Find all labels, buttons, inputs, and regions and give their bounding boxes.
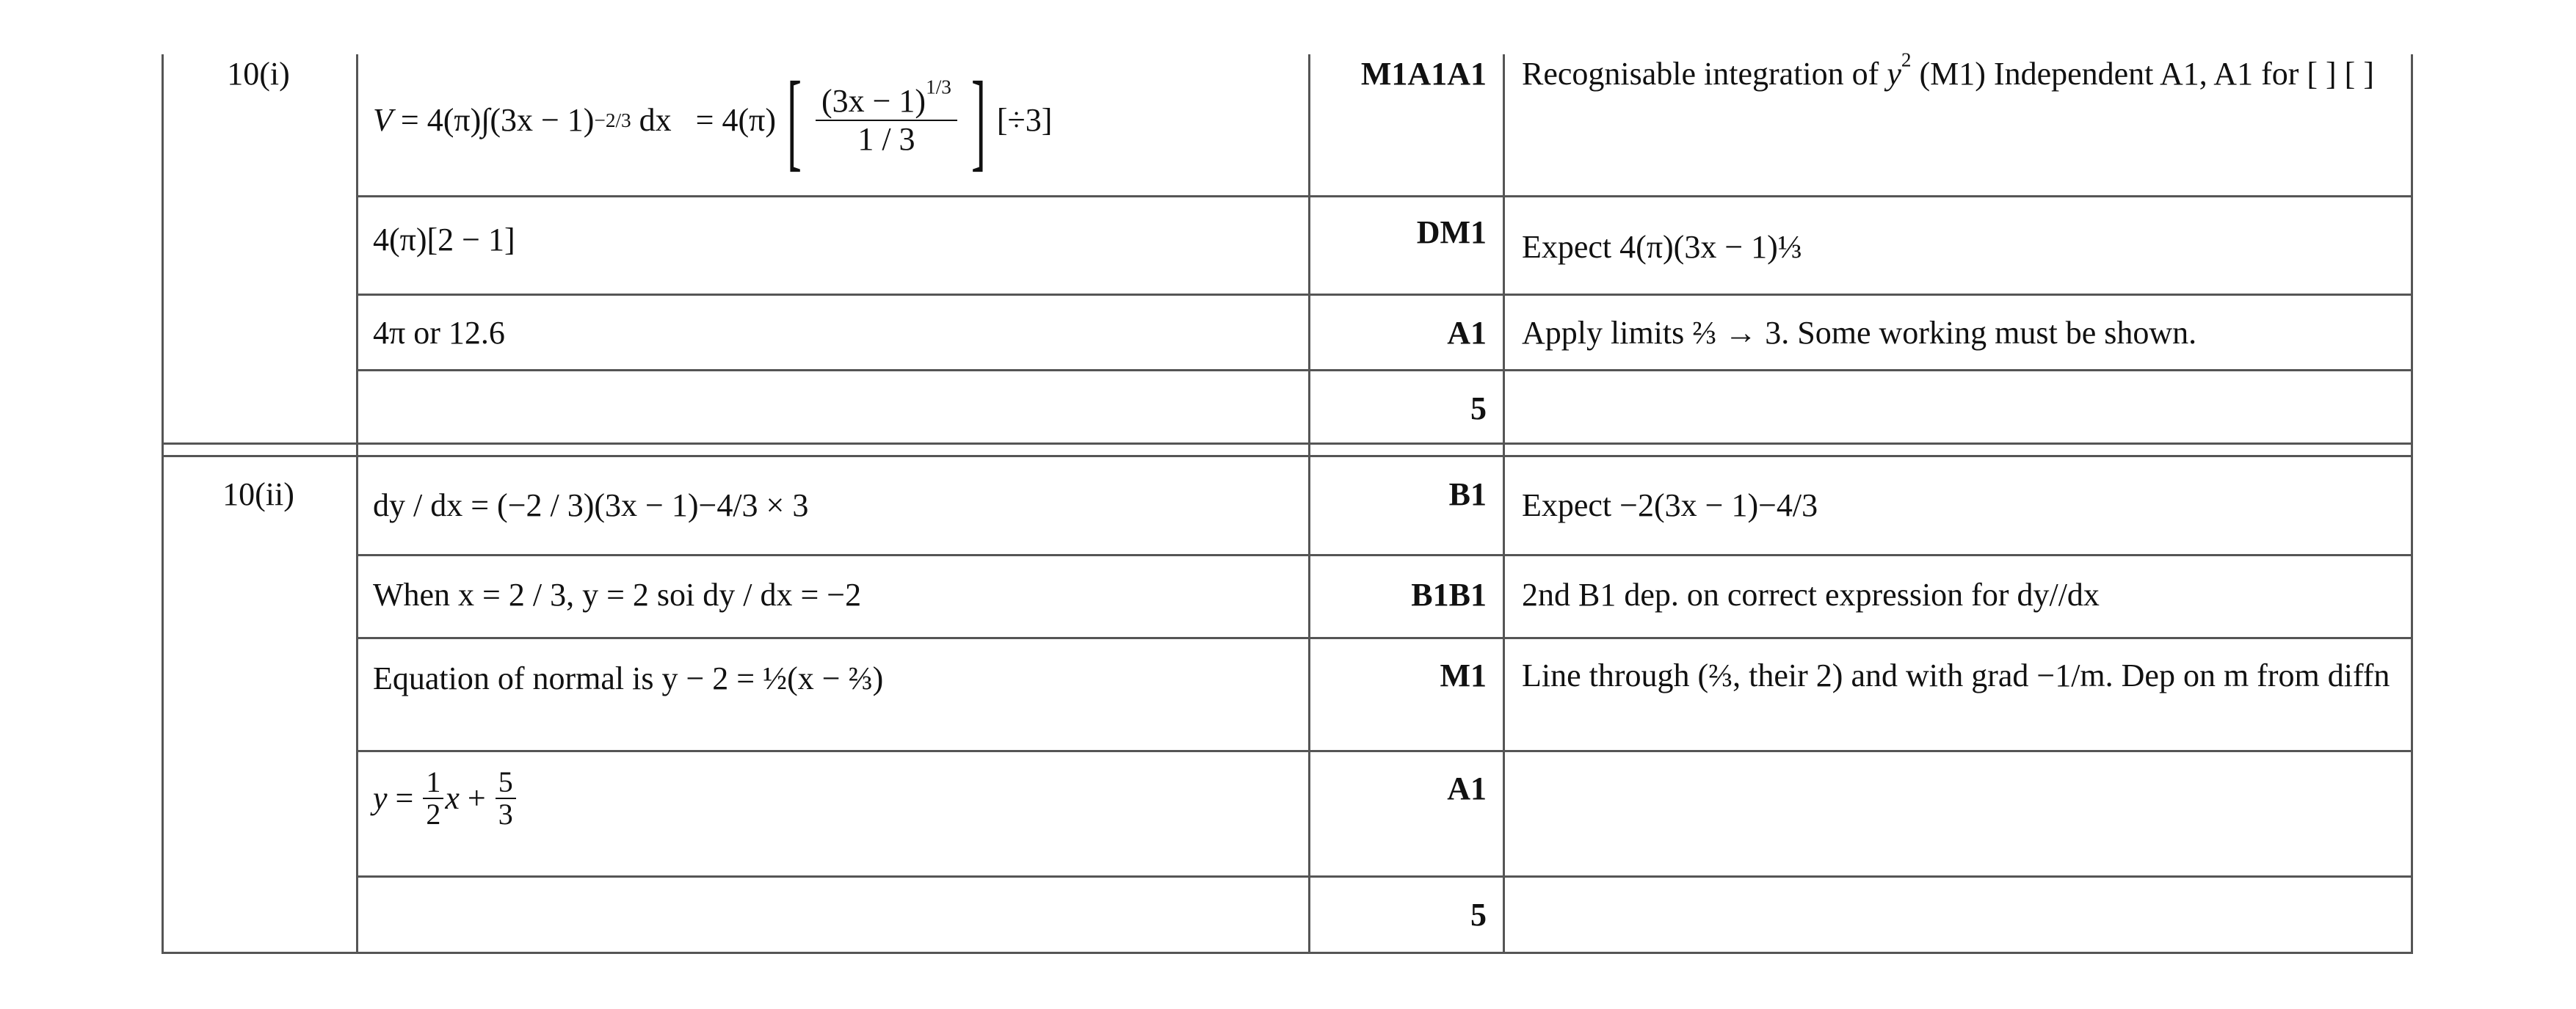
marks: A1 [1447,315,1487,351]
guidance: 2nd B1 dep. on correct expression for dy//dx [1522,577,2100,613]
marks-total: 5 [1470,897,1487,933]
fraction [423,767,443,830]
exponent: 1/3 [926,76,951,98]
fraction-numerator [816,76,957,121]
marks: B1B1 [1411,577,1487,613]
marks: M1 [1440,658,1487,693]
marks: B1 [1448,476,1487,512]
guidance: Expect −2(3x − 1)−4/3 [1522,487,1818,523]
integral-sign: ∫ [481,102,490,138]
math-symbol: (3x − 1) [821,83,926,119]
answer-working: When x = 2 / 3, y = 2 soi dy / dx = −2 [373,577,862,613]
right-bracket: ] [970,59,986,181]
column-divider-marks [1503,54,1505,954]
answer-working: Equation of normal is y − 2 = ½(x − ⅔) [373,660,884,696]
fraction-numerator: 1 [423,767,443,799]
answer-normal-equation: y = $\frac{1}{2}$ x + $\frac{5}{3}$ [373,767,518,830]
marks: A1 [1447,771,1487,806]
fraction [816,76,957,158]
answer-working: dy / dx = (−2 / 3)(3x − 1)−4/3 × 3 [373,487,809,523]
math-symbol: [÷3] [996,102,1053,138]
fraction-numerator: 5 [496,767,516,799]
math-symbol: V [373,102,393,138]
guidance: Apply limits ⅔ → 3. Some working must be shown. [1522,315,2197,351]
exponent: 2 [1901,48,1912,71]
math-symbol: x [445,780,460,816]
part-separator-bottom [162,455,2413,457]
math-symbol: y [373,780,388,816]
fraction-denominator: 2 [426,798,441,831]
math-symbol: (π) [443,102,482,138]
math-symbol: 4 [427,102,443,138]
answer-integral-expression: V = 4 (π) ∫ (3x − 1) −2/3 dx = 4 (π) [ $\frac{(3x - 1)^{1/3}}{1 / 3}$ ] [÷3] [373,59,1053,181]
math-symbol: dx [639,102,672,138]
marks: M1A1A1 [1360,56,1487,92]
marks-total: 5 [1470,390,1487,426]
marks: DM1 [1416,214,1487,250]
row-divider [356,369,2413,371]
question-number: 10(i) [227,56,290,92]
row-divider [356,750,2413,752]
math-symbol: (3x − 1) [490,102,595,138]
math-symbol: 4 [722,102,739,138]
row-divider [356,554,2413,556]
math-symbol: = [695,102,714,138]
question-number: 10(ii) [222,476,294,512]
row-divider [356,875,2413,878]
math-symbol: (π) [738,102,777,138]
row-divider [356,195,2413,197]
answer-working: 4(π)[2 − 1] [373,222,515,258]
fraction [496,767,516,830]
fraction-denominator: 3 [498,798,513,831]
row-divider [356,637,2413,639]
guidance: Expect 4(π)(3x − 1)⅓ [1522,229,1802,265]
answer-working: 4π or 12.6 [373,315,505,351]
column-divider-question [356,54,358,954]
part-separator-top [162,442,2413,445]
table-border-bottom [162,952,2413,954]
math-symbol: y [1887,56,1901,92]
math-symbol: = [400,102,419,138]
table-border-right [2411,54,2413,954]
left-bracket: [ [787,59,802,181]
guidance: Line through (⅔, their 2) and with grad −1/m. Dep on m from diffn [1522,658,2390,693]
fraction-denominator: 1 / 3 [857,121,915,157]
row-divider [356,294,2413,296]
guidance: Recognisable integration of $y^2$ (M1) Independent A1, A1 for [ ] [ ] [1522,48,2374,92]
